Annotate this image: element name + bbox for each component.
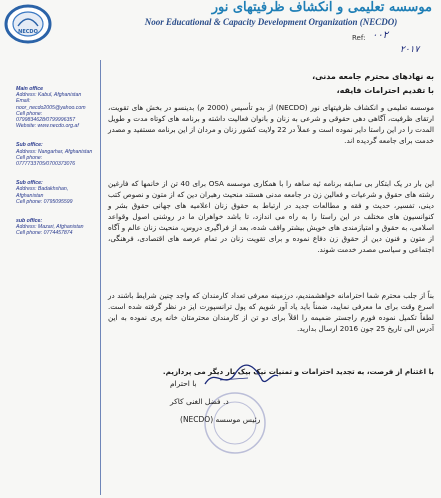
office-line: Address: Badakhshan, [16,186,69,193]
office-line: 0777733705/0700373076 [16,161,76,168]
office-website[interactable]: Website: www.necdo.org.af [16,123,79,130]
office-title: Main office [16,86,43,92]
office-title: Sub office: [16,142,43,149]
office-title: sub office: [16,218,43,225]
office-line: Address: Nangarhar, Afghanistan [16,148,93,155]
signer-title: رئیس موسسه (NECDO) [180,415,261,424]
closing-respect: با احترام [170,379,197,388]
organization-logo [4,4,52,44]
office-block [16,218,98,237]
paragraph-program: این بار در یک ابتکار بی سابقه برنامه ئیه ساهه را با همکاری موسسه OSA برای 40 تن از خانمها که فارغین رشته های حقوق و شرعیات و فعالین زن در جامعه مدنی هستند منحیث رهبران دین که از متون و نصوص کتب دینی، تفسیر، حدیث و فقه و مطالعات جدید در ارتباط به حقوق زنان اعلامیه های جهانی حقوق بشر و کنوانسیون های مختلف در این راستا را به راه می اندازد، تا باشد خواهران ما در روشنی اصول وقواعد اسلامی، به حقوق و امتیازمندی های خویش بیشتر واقف شده، بعد از فراگیری دروس، منحیث زنان عالم و آگاه از متون و فنون دین از حقوق زن دفاع نموده و برای تقویت زنان در تمام عرصه های اقتصادی، فرهنگی، اجتماعی و سیاسی مصدر خدمت شوند. [108,179,434,254]
office-block [16,86,98,129]
office-line: Cell phone: 0774457874 [16,230,73,237]
paragraph-closing: با اغتنام از فرصت، به تجدید احترامات و تمنیات نیک بیک بار دیگر می پردازیم. [162,367,434,376]
office-email[interactable]: Email: noor_necdo2005@yahoo.com [16,98,86,111]
salutation-greeting: با تقدیم احترامات فایقه، [336,86,434,95]
org-name-english: Noor Educational & Capacity Development Organization (NECDO) [144,17,398,27]
office-line: Address: Mazari, Afghanistan [16,224,84,231]
office-line: Cell phone: [16,110,43,117]
letter-date: ۲۰۱۷ [400,44,420,54]
paragraph-request: بناً از جلب محترم شما احترامانه خواهشمندیم، درزمینه معرفی تعداد کارمندان که واجد چنین شرایط باشند در اسرع وقت برای ما معرفی نمایید، ضمناً باید یاد آور شویم که پول ترانسپورت ایز در نظر گرفته شده است. لطفاً تکمیل نموده فورم راجستر ضمیمه را اقلاً برای دو تن از کارمندان محترمتان خانه پری نموده به این آدرس الی تاریخ 25 جون 2016 ارسال بدارید. [108,291,434,333]
paragraph-introduction: موسسه تعلیمی و انکشاف ظرفیتهای نور (NECDO) از بدو تأسیس (2000 م) بدینسو در بخش های تقویت، ارتقای ظرفیت، آگاهی دهی حقوقی و شرعی به زنان و بانوان فعالیت داشته و برنامه های کوتاه مدت و طویل المدت را در این راستا دایر نموده است و عملاً در 22 ولایت کشور زنان و مردان از این برنامه مستفید و مصدر خدمت برای جامعه گردیده اند. [108,103,434,145]
signer-name: د. فضل الغنی کاکر [170,397,229,406]
salutation-recipient: به نهادهای محترم جامعه مدنی، [312,72,434,81]
office-line: 0799834628/0799996357 [16,117,76,124]
office-block [16,142,98,167]
sidebar-divider [100,60,101,495]
ref-label: Ref: [352,34,366,42]
office-title: Sub office: [16,180,43,187]
logo-text: NECDO [18,29,38,35]
office-line: Address: Kabul, Afghanistan [16,92,82,99]
org-name-persian: موسسه تعلیمی و انکشاف ظرفیتهای نور [211,0,432,15]
office-line: Cell phone: 0795095599 [16,198,73,205]
office-line: Cell phone: [16,154,43,161]
office-line: Afghanistan [16,192,44,199]
office-block [16,180,98,205]
ref-number: ۰۰۲ [372,30,389,41]
office-contacts [16,86,98,250]
